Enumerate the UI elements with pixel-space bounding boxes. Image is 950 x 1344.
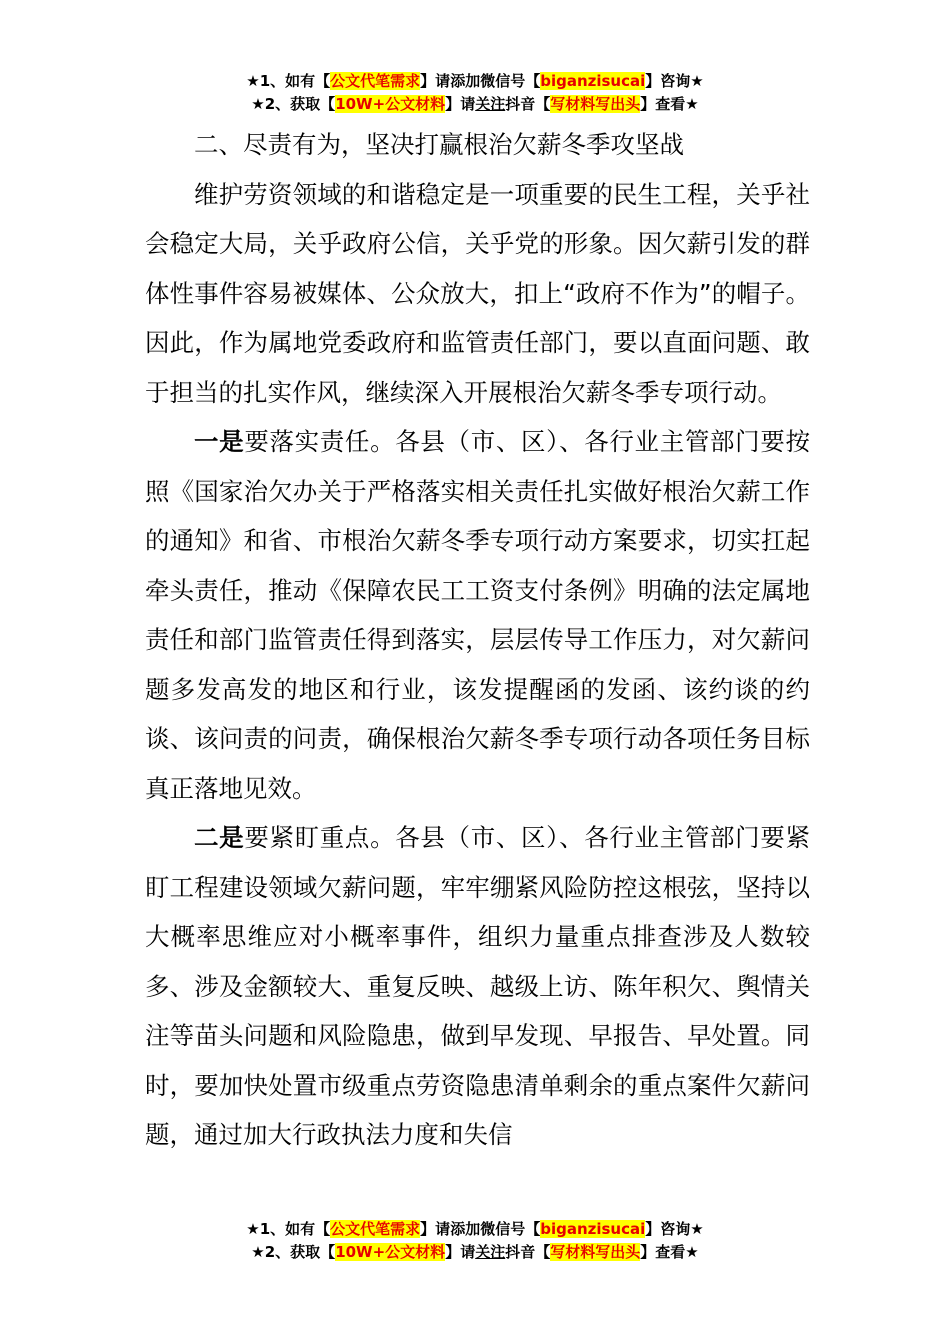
banner-text: 抖音【 <box>505 95 551 113</box>
paragraph-one-lead: 一是 <box>194 427 245 456</box>
banner-highlight-wechat: biganzisucai <box>540 72 646 90</box>
banner-text: 】查看★ <box>640 95 699 113</box>
banner-text: 】请 <box>445 1243 476 1261</box>
document-body <box>145 120 810 1160</box>
banner-line-2 <box>0 93 950 116</box>
banner-highlight-wechat: biganzisucai <box>540 1220 646 1238</box>
paragraph-two-text: 要紧盯重点。各县（市、区）、各行业主管部门要紧盯工程建设领域欠薪问题，牢牢绷紧风险防控这根弦，坚持以大概率思维应对小概率事件，组织力量重点排查涉及人数较多、涉及金额较大、重复反映、越级上访、陈年积欠、舆情关注等苗头问题和风险隐患，做到早发现、早报告、早处置。同时，要加快处置市级重点劳资隐患清单剩余的重点案件欠薪问题，通过加大行政执法力度和失信 <box>145 823 810 1149</box>
banner-text: 】请 <box>420 72 451 90</box>
banner-text: ★1、如有【 <box>246 72 331 90</box>
header-banner <box>0 70 950 116</box>
banner-text: 抖音【 <box>505 1243 551 1261</box>
banner-text: 微信号【 <box>480 1220 541 1238</box>
banner-text-follow: 关注 <box>475 1243 506 1261</box>
banner-line-1 <box>0 1218 950 1241</box>
section-heading: 二、尽责有为，坚决打赢根治欠薪冬季攻坚战 <box>194 130 684 159</box>
banner-text: 微信号【 <box>480 72 541 90</box>
banner-highlight-douyin: 写材料写出头 <box>550 95 641 113</box>
intro-paragraph: 维护劳资领域的和谐稳定是一项重要的民生工程，关乎社会稳定大局，关乎政府公信，关乎党的形象。因欠薪引发的群体性事件容易被媒体、公众放大，扣上“政府不作为”的帽子。因此，作为属地党委政府和监管责任部门，要以直面问题、敢于担当的扎实作风，继续深入开展根治欠薪冬季专项行动。 <box>145 179 810 407</box>
banner-highlight-materials: 10W+公文材料 <box>335 95 446 113</box>
banner-text: 】请 <box>420 1220 451 1238</box>
footer-banner <box>0 1218 950 1264</box>
banner-text: ★1、如有【 <box>246 1220 331 1238</box>
banner-text: 】请 <box>445 95 476 113</box>
banner-text-add: 添加 <box>450 72 481 90</box>
paragraph-one-text: 要落实责任。各县（市、区）、各行业主管部门要按照《国家治欠办关于严格落实相关责任扎实做好根治欠薪工作的通知》和省、市根治欠薪冬季专项行动方案要求，切实扛起牵头责任，推动《保障农民工工资支付条例》明确的法定属地责任和部门监管责任得到落实，层层传导工作压力，对欠薪问题多发高发的地区和行业，该发提醒函的发函、该约谈的约谈、该问责的问责，确保根治欠薪冬季专项行动各项任务目标真正落地见效。 <box>145 427 810 803</box>
banner-text-add: 添加 <box>450 1220 481 1238</box>
banner-highlight-service: 公文代笔需求 <box>330 1220 421 1238</box>
banner-highlight-douyin: 写材料写出头 <box>550 1243 641 1261</box>
banner-text: 】咨询★ <box>645 72 704 90</box>
paragraph-one <box>145 417 810 813</box>
banner-text-follow: 关注 <box>475 95 506 113</box>
banner-text: 】查看★ <box>640 1243 699 1261</box>
banner-text: 】咨询★ <box>645 1220 704 1238</box>
banner-highlight-service: 公文代笔需求 <box>330 72 421 90</box>
banner-text: ★2、获取【 <box>251 1243 336 1261</box>
paragraph-two-lead: 二是 <box>194 823 245 852</box>
banner-line-1 <box>0 70 950 93</box>
banner-highlight-materials: 10W+公文材料 <box>335 1243 446 1261</box>
banner-text: ★2、获取【 <box>251 95 336 113</box>
banner-line-2 <box>0 1241 950 1264</box>
paragraph-two <box>145 813 810 1160</box>
